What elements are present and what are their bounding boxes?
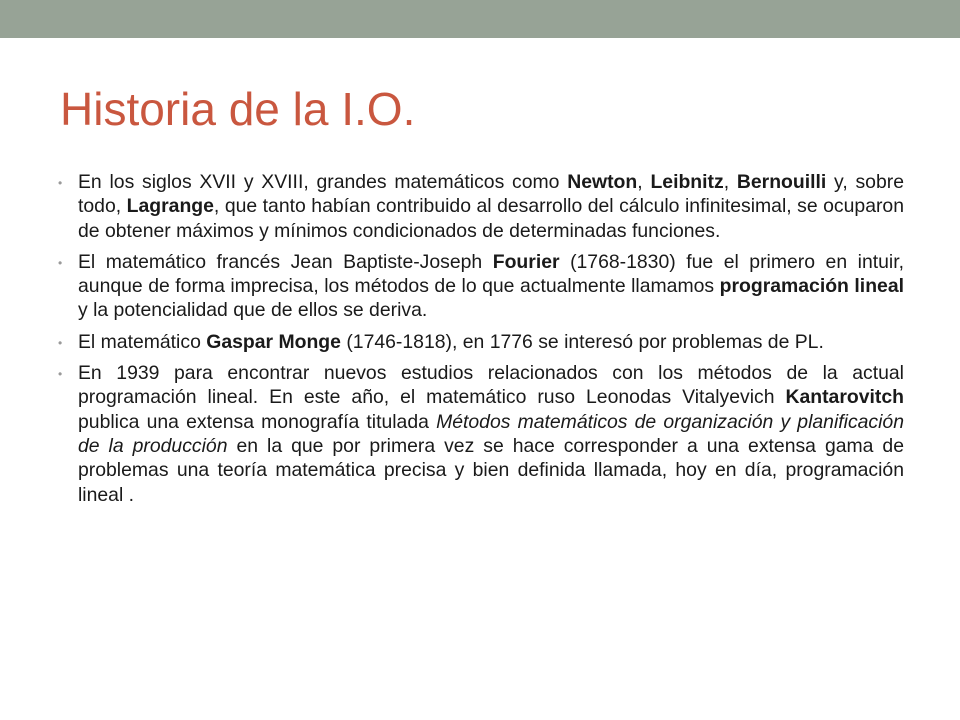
text-run: publica una extensa monografía titulada xyxy=(78,410,437,433)
text-run: y, sobre todo, xyxy=(78,171,904,218)
italic-text: Métodos matemáticos de organización y planificación de la producción xyxy=(78,410,904,457)
text-run: En 1939 para encontrar nuevos estudios relacionados con los métodos de la actual programación lineal. En este año, el matemático ruso Leonodas Vitalyevich xyxy=(78,362,904,409)
bullet-item xyxy=(58,170,904,243)
bold-text: Fourier xyxy=(492,250,560,273)
header-bar xyxy=(0,0,960,38)
bold-text: Lagrange xyxy=(126,195,214,218)
text-run: en la que por primera vez se hace corresponder a una extensa gama de problemas una teoría matemática precisa y bien definida llamada, hoy en día, programación lineal . xyxy=(78,434,904,506)
bullet-dot-icon: • xyxy=(58,176,63,190)
text-run: , xyxy=(723,171,737,193)
bold-text: programación lineal xyxy=(719,275,904,298)
bullet-dot-icon: • xyxy=(58,255,63,270)
bullet-dot-icon: • xyxy=(58,367,63,382)
text-run: (1746-1818), en 1776 se interesó por problemas de PL. xyxy=(340,330,824,353)
bullet-dot-icon: • xyxy=(58,335,63,350)
text-run: El matemático xyxy=(78,330,207,353)
bold-text: Kantarovitch xyxy=(785,386,904,409)
bold-text: Gaspar Monge xyxy=(206,330,341,353)
text-run: El matemático francés Jean Baptiste-Joseph xyxy=(78,250,493,273)
text-run: , que tanto habían contribuido al desarrollo del cálculo infinitesimal, se ocuparon de obtener máximos y mínimos condicionados de determinadas funciones. xyxy=(78,195,905,242)
text-run: y la potencialidad que de ellos se deriva. xyxy=(78,299,428,322)
bullet-item xyxy=(58,361,904,507)
bullet-item xyxy=(58,250,904,323)
bold-text: Newton xyxy=(567,171,638,193)
text-run: , xyxy=(637,171,651,193)
text-run: En los siglos XVII y XVIII, grandes matemáticos como xyxy=(78,171,568,193)
slide-title: Historia de la I.O. xyxy=(60,83,416,135)
text-run: (1768-1830) fue el primero en intuir, aunque de forma imprecisa, los métodos de lo que actualmente llamamos xyxy=(78,250,904,298)
bullet-list xyxy=(58,170,904,514)
bold-text: Bernouilli xyxy=(736,171,827,193)
bold-text: Leibnitz xyxy=(650,171,724,193)
bullet-item xyxy=(58,330,904,354)
